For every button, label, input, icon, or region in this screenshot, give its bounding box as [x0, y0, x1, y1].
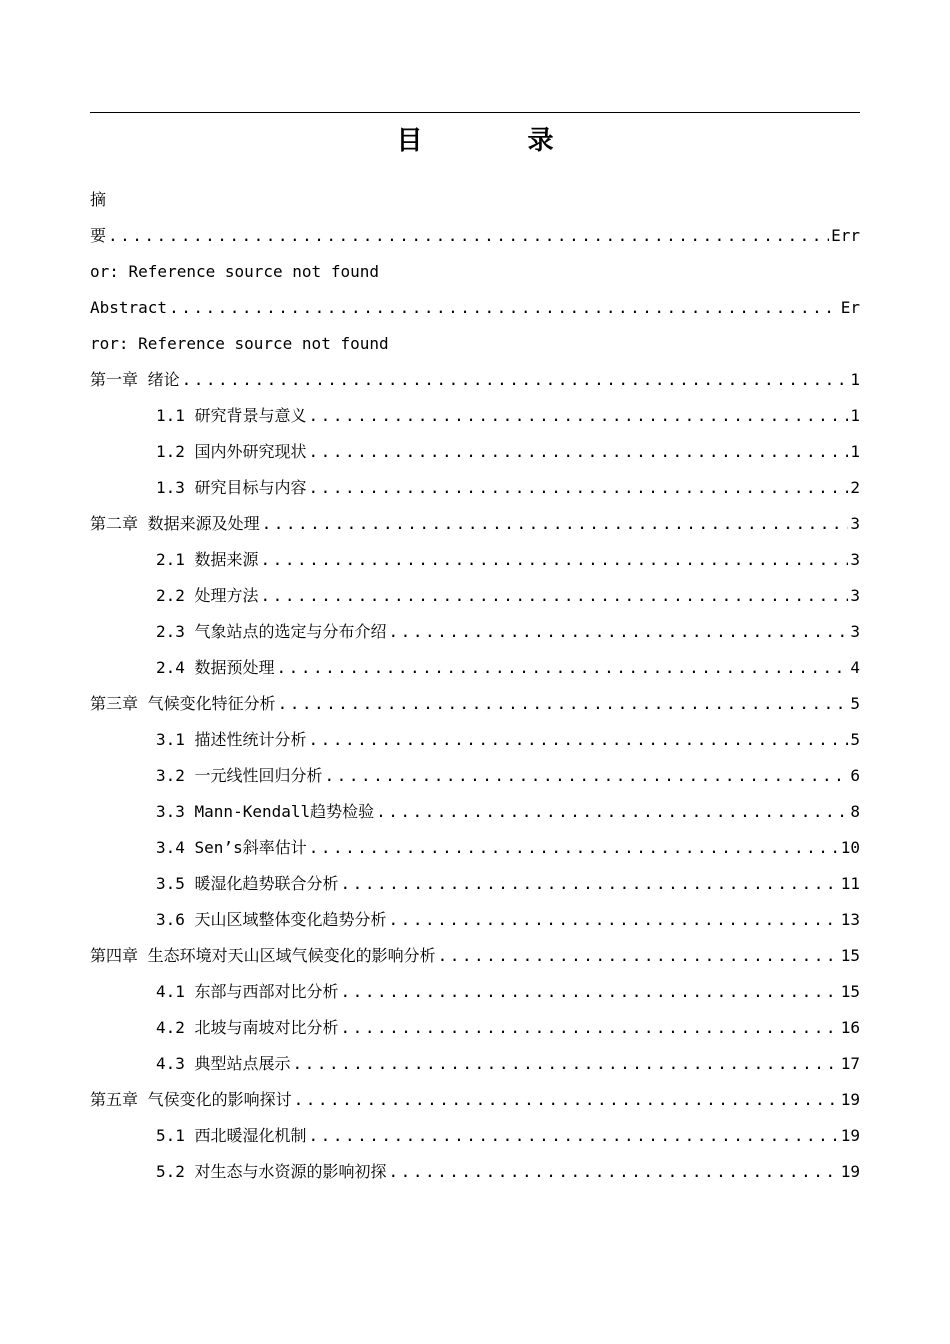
toc-entry[interactable] [90, 830, 860, 866]
toc-entry-page: 4 [850, 658, 860, 677]
toc-entry[interactable] [90, 578, 860, 614]
toc-entry[interactable] [90, 398, 860, 434]
dot-leader [309, 722, 849, 758]
toc-entry-label: 4.1 东部与西部对比分析 [156, 982, 339, 1001]
dot-leader [262, 506, 849, 542]
dot-leader [309, 434, 849, 470]
toc-entry[interactable] [90, 614, 860, 650]
toc-entry-page: 15 [840, 982, 860, 1001]
toc-entry[interactable] [90, 1010, 860, 1046]
dot-leader [341, 974, 839, 1010]
toc-entry-label: 2.1 数据来源 [156, 550, 259, 569]
dot-leader [341, 1010, 839, 1046]
dot-leader [376, 794, 848, 830]
toc-entry-label: 第一章 绪论 [90, 370, 180, 389]
dot-leader [278, 686, 849, 722]
toc-entry-page: 19 [840, 1162, 860, 1181]
toc-entry-page: Er [840, 298, 860, 317]
toc-entry-page: 5 [850, 730, 860, 749]
dot-leader [389, 902, 839, 938]
toc-entry-label: Abstract [90, 298, 168, 317]
dot-leader [294, 1082, 839, 1118]
toc-title: 目 录 [396, 126, 602, 156]
toc-entry[interactable] [90, 902, 860, 938]
toc-entry[interactable] [90, 650, 860, 686]
toc-entry-label: 2.3 气象站点的选定与分布介绍 [156, 622, 387, 641]
toc-entry[interactable] [90, 506, 860, 542]
toc-entry-page: 13 [840, 910, 860, 929]
toc-entry-label: 5.2 对生态与水资源的影响初探 [156, 1162, 387, 1181]
toc-entry-page: 3 [850, 586, 860, 605]
dot-leader [309, 470, 849, 506]
toc-entry[interactable] [90, 470, 860, 506]
toc-entry[interactable] [90, 686, 860, 722]
toc-entry-page: 5 [850, 694, 860, 713]
toc-entry[interactable] [90, 542, 860, 578]
toc-entry-page: 1 [850, 406, 860, 425]
toc-entry-label: 3.5 暖湿化趋势联合分析 [156, 874, 339, 893]
toc-entry-label: 3.1 描述性统计分析 [156, 730, 307, 749]
toc-entry[interactable] [90, 974, 860, 1010]
dot-leader [341, 866, 839, 902]
toc-entry-label: 1.1 研究背景与意义 [156, 406, 307, 425]
toc-entry[interactable] [90, 362, 860, 398]
abstract-en-error-text: ror: Reference source not found [90, 334, 389, 353]
toc-entry-label: 3.6 天山区域整体变化趋势分析 [156, 910, 387, 929]
dot-leader [182, 362, 849, 398]
dot-leader [261, 542, 849, 578]
dot-leader [325, 758, 849, 794]
toc-entry-page: 6 [850, 766, 860, 785]
toc-entry-page: Err [831, 226, 860, 245]
toc-entry[interactable] [90, 1154, 860, 1190]
toc-entry-page: 3 [850, 622, 860, 641]
toc-entry-page: 11 [840, 874, 860, 893]
toc-entry-label: 2.4 数据预处理 [156, 658, 275, 677]
toc-entry-page: 3 [850, 550, 860, 569]
toc-entry-page: 1 [850, 370, 860, 389]
toc-entry-page: 2 [850, 478, 860, 497]
dot-leader [309, 1118, 839, 1154]
toc-entry-label: 3.3 Mann-Kendall趋势检验 [156, 802, 375, 821]
toc-entry[interactable] [90, 866, 860, 902]
toc-entry-abstract-cn[interactable] [90, 218, 860, 254]
toc-entry-label: 第二章 数据来源及处理 [90, 514, 260, 533]
toc-entry[interactable] [90, 1118, 860, 1154]
toc-entry-page: 1 [850, 442, 860, 461]
toc-entry-page: 16 [840, 1018, 860, 1037]
dot-leader [261, 578, 849, 614]
dot-leader [438, 938, 839, 974]
toc-entry-label: 1.3 研究目标与内容 [156, 478, 307, 497]
dot-leader [389, 1154, 839, 1190]
header-rule [90, 112, 860, 113]
abstract-cn-error-text: or: Reference source not found [90, 262, 379, 281]
toc-entry-page: 19 [840, 1090, 860, 1109]
toc-entry-label: 要 [90, 226, 107, 245]
toc-entry-abstract-en[interactable] [90, 290, 860, 326]
toc-entry-label: 1.2 国内外研究现状 [156, 442, 307, 461]
toc-entry-label: 2.2 处理方法 [156, 586, 259, 605]
dot-leader [169, 290, 839, 326]
toc-entry[interactable] [90, 758, 860, 794]
dot-leader [108, 218, 829, 254]
toc-entry-label: 4.3 典型站点展示 [156, 1054, 291, 1073]
toc-entry[interactable] [90, 722, 860, 758]
toc-entry-label: 第三章 气候变化特征分析 [90, 694, 276, 713]
toc-entry-page: 8 [850, 802, 860, 821]
dot-leader [309, 398, 849, 434]
toc-entry-list [90, 362, 860, 1190]
toc-entry-label: 4.2 北坡与南坡对比分析 [156, 1018, 339, 1037]
toc-entry-page: 3 [850, 514, 860, 533]
dot-leader [293, 1046, 839, 1082]
toc-entry[interactable] [90, 1082, 860, 1118]
toc-entry-page: 15 [840, 946, 860, 965]
toc-entry[interactable] [90, 938, 860, 974]
toc-entry-page: 10 [840, 838, 860, 857]
toc-entry[interactable] [90, 794, 860, 830]
toc-entry-label: 5.1 西北暖湿化机制 [156, 1126, 307, 1145]
toc-entry-label: 第五章 气侯变化的影响探讨 [90, 1090, 292, 1109]
toc-entry-label: 第四章 生态环境对天山区域气候变化的影响分析 [90, 946, 436, 965]
toc-entry[interactable] [90, 1046, 860, 1082]
abstract-cn-line1: 摘 [90, 190, 107, 209]
toc-entry-page: 19 [840, 1126, 860, 1145]
dot-leader [277, 650, 849, 686]
toc-entry-page: 17 [840, 1054, 860, 1073]
toc-entry[interactable] [90, 434, 860, 470]
toc-entry-label: 3.4 Sen’s斜率估计 [156, 838, 307, 857]
table-of-contents [90, 182, 860, 1190]
dot-leader [309, 830, 839, 866]
toc-entry-label: 3.2 一元线性回归分析 [156, 766, 323, 785]
dot-leader [389, 614, 849, 650]
